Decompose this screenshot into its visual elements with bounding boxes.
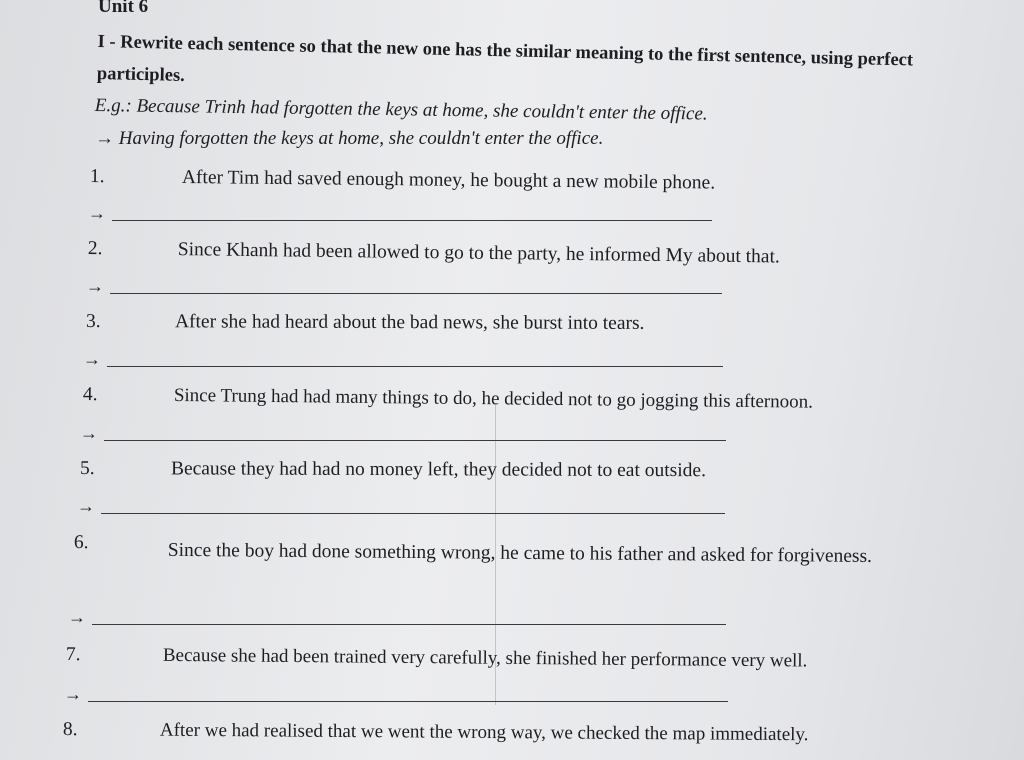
item-sentence: After she had heard about the bad news, she burst into tears. bbox=[174, 311, 645, 334]
item-number: 4. bbox=[82, 384, 98, 406]
answer-line-3[interactable] bbox=[83, 349, 728, 373]
arrow-icon: → bbox=[88, 203, 106, 223]
item-number: 7. bbox=[65, 644, 81, 666]
blank-line bbox=[112, 220, 712, 221]
answer-line-7[interactable] bbox=[64, 684, 734, 708]
item-sentence: Since Trung had had many things to do, he decided not to go jogging this afternoon. bbox=[173, 384, 814, 413]
example-question: E.g.: Because Trinh had forgotten the keys at home, she couldn't enter the office. bbox=[94, 95, 708, 125]
answer-line-5[interactable] bbox=[77, 496, 732, 520]
example-answer: → Having forgotten the keys at home, she couldn't enter the office. bbox=[95, 128, 604, 149]
item-number: 6. bbox=[73, 532, 89, 554]
item-sentence: Because she had been trained very carefully, she finished her performance very well. bbox=[162, 644, 808, 672]
item-number: 3. bbox=[85, 311, 101, 333]
answer-line-4[interactable] bbox=[80, 423, 730, 447]
arrow-icon: → bbox=[68, 607, 86, 627]
item-sentence: After Tim had saved enough money, he bought a new mobile phone. bbox=[181, 166, 716, 194]
answer-line-2[interactable] bbox=[86, 276, 726, 300]
item-number: 5. bbox=[79, 458, 95, 480]
arrow-icon: → bbox=[80, 423, 98, 443]
blank-line bbox=[110, 293, 722, 294]
item-number: 1. bbox=[89, 166, 105, 188]
blank-line bbox=[88, 701, 728, 702]
item-number: 2. bbox=[87, 238, 103, 260]
item-sentence: After we had realised that we went the wrong way, we checked the map immediately. bbox=[159, 719, 809, 746]
item-sentence: Since Khanh had been allowed to go to the party, he informed My about that. bbox=[177, 239, 780, 268]
arrow-icon: → bbox=[77, 496, 95, 516]
blank-line bbox=[107, 366, 723, 367]
item-sentence: Because they had had no money left, they decided not to eat outside. bbox=[170, 458, 707, 482]
blank-line bbox=[104, 440, 726, 441]
item-number: 8. bbox=[62, 719, 78, 741]
arrow-icon: → bbox=[64, 684, 82, 704]
arrow-icon: → bbox=[86, 276, 104, 296]
blank-line bbox=[101, 513, 725, 514]
arrow-icon: → bbox=[83, 349, 101, 369]
unit-title: Unit 6 bbox=[98, 0, 149, 17]
exercise-instruction: I - Rewrite each sentence so that the new one has the similar meaning to the first sentence, using perfect participles. bbox=[96, 31, 914, 86]
answer-line-1[interactable] bbox=[88, 203, 728, 227]
item-sentence: Since the boy had done something wrong, he came to his father and asked for forgiveness. bbox=[167, 539, 873, 567]
blank-line bbox=[92, 624, 726, 625]
answer-line-6[interactable] bbox=[68, 607, 733, 631]
